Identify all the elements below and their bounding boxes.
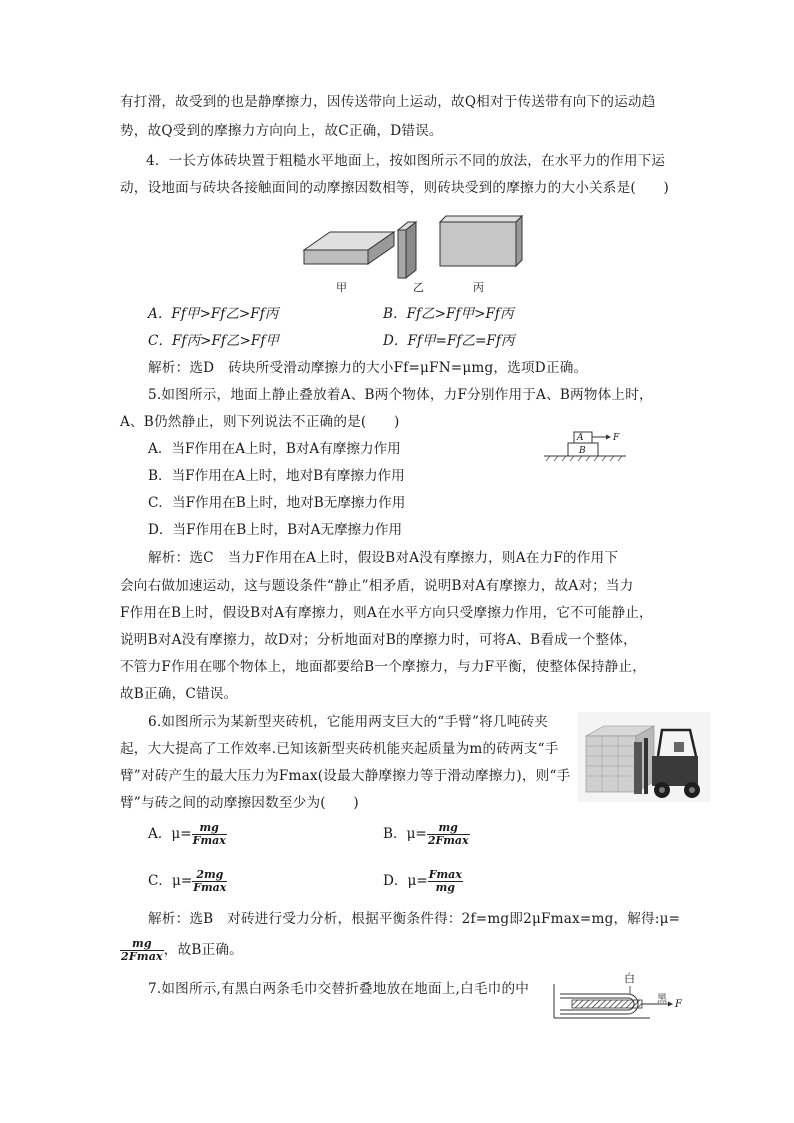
analysis-line: 会向右做加速运动，这与题设条件“静止”相矛盾，说明B对A有摩擦力，故A对；当力 (120, 578, 634, 594)
numerator: Fmax (428, 868, 462, 881)
denominator: mg (435, 881, 455, 894)
towel-figure (550, 976, 690, 1022)
analysis-tail: ，故B正确。 (163, 942, 243, 958)
analysis-line: 解析：选C 当力F作用在A上时，假设B对A没有摩擦力，则A在力F的作用下 (148, 550, 619, 566)
fraction (192, 822, 227, 847)
analysis-line: 不管力F作用在哪个物体上，地面都要给B一个摩擦力，与力F平衡，使整体保持静止， (120, 659, 647, 675)
option-a: A．当F作用在A上时，B对A有摩擦力作用 (148, 441, 401, 457)
figure-label: 乙 (413, 281, 424, 294)
question-5-line: 5.如图所示，地面上静止叠放着A、B两个物体，力F分别作用于A、B两物体上时， (148, 387, 653, 403)
option-b: B．当F作用在A上时，地对B有摩擦力作用 (148, 468, 405, 484)
analysis-line (120, 938, 243, 963)
analysis-line: 解析：选D 砖块所受滑动摩擦力的大小Ff=μFN=μmg，选项D正确。 (148, 360, 588, 376)
question-6-line: 臂”与砖之间的动摩擦因数至少为( ) (120, 795, 359, 811)
option-b: B．Ff乙>Ff甲>Ff丙 (383, 306, 514, 322)
figure-label: 丙 (473, 281, 484, 294)
towel-figure-svg (550, 976, 690, 1022)
fraction (427, 822, 470, 847)
figure-label: 甲 (336, 281, 347, 294)
denominator: Fmax (192, 834, 226, 847)
option-prefix: B．μ= (383, 826, 427, 842)
question-7-line: 7.如图所示,有黑白两条毛巾交替折叠地放在地面上,白毛巾的中 (148, 981, 530, 997)
option-c (148, 869, 227, 894)
option-d: D．Ff甲=Ff乙=Ff丙 (383, 333, 515, 349)
figure-label: 白 (624, 972, 635, 985)
question-6-line: 6.如图所示为某新型夹砖机，它能用两支巨大的“手臂”将几吨砖夹 (148, 714, 549, 730)
denominator: 2Fmax (121, 950, 163, 963)
fraction (120, 938, 164, 963)
numerator: mg (120, 938, 164, 951)
question-5-line: A、B仍然静止，则下列说法不正确的是( ) (120, 414, 400, 430)
text-line: 势，故Q受到的摩擦力方向向上，故C正确，D错误。 (120, 123, 443, 139)
option-c: C．当F作用在B上时，地对B无摩擦力作用 (148, 495, 406, 511)
denominator: Fmax (193, 881, 227, 894)
figure-label: F (675, 999, 682, 1010)
figure-label: 黑 (657, 994, 667, 1005)
analysis-line: 说明B对A没有摩擦力，故D对；分析地面对B的摩擦力时，可将A、B看成一个整体， (120, 632, 637, 648)
option-prefix: D．μ= (383, 873, 428, 889)
figure-label: A (577, 433, 584, 443)
question-4-line: 4．一长方体砖块置于粗糙水平地面上，按如图所示不同的放法，在水平力的作用下运 (146, 153, 666, 169)
option-d (383, 869, 463, 894)
analysis-line: 故B正确，C错误。 (120, 686, 238, 702)
numerator: mg (192, 822, 227, 835)
denominator: 2Fmax (427, 834, 469, 847)
fraction (428, 869, 463, 894)
option-prefix: A．μ= (148, 826, 192, 842)
brick-clamp-machine-image (578, 712, 710, 802)
brick-clamp-machine-svg (578, 712, 710, 802)
question-4-line: 动，设地面与砖块各接触面间的动摩擦因数相等，则砖块受到的摩擦力的大小关系是( ) (120, 180, 669, 196)
option-c: C．Ff丙>Ff乙>Ff甲 (148, 333, 279, 349)
fraction (192, 869, 227, 894)
option-a (148, 822, 227, 847)
text-line: 有打滑，故受到的也是静摩擦力，因传送带向上运动，故Q相对于传送带有向下的运动趋 (120, 94, 656, 110)
question-6-line: 起，大大提高了工作效率.已知该新型夹砖机能夹起质量为m的砖两支“手 (120, 741, 559, 757)
option-prefix: C．μ= (148, 873, 193, 889)
option-b (383, 822, 470, 847)
numerator: mg (427, 822, 470, 835)
question-6-line: 臂”对砖产生的最大压力为Fmax(设最大静摩擦力等于滑动摩擦力)，则“手 (120, 768, 571, 784)
option-a: A．Ff甲>Ff乙>Ff丙 (148, 306, 279, 322)
figure-label: B (579, 446, 586, 456)
numerator: 2mg (192, 869, 227, 882)
option-d: D．当F作用在B上时，B对A无摩擦力作用 (148, 522, 403, 538)
figure-label: F (613, 433, 620, 443)
analysis-line: 解析：选B 对砖进行受力分析，根据平衡条件得：2f=mg即2μFmax=mg，解得:μ= (148, 911, 681, 927)
analysis-line: F作用在B上时，假设B对A有摩擦力，则A在水平方向只受摩擦力作用，它不可能静止， (120, 605, 653, 621)
